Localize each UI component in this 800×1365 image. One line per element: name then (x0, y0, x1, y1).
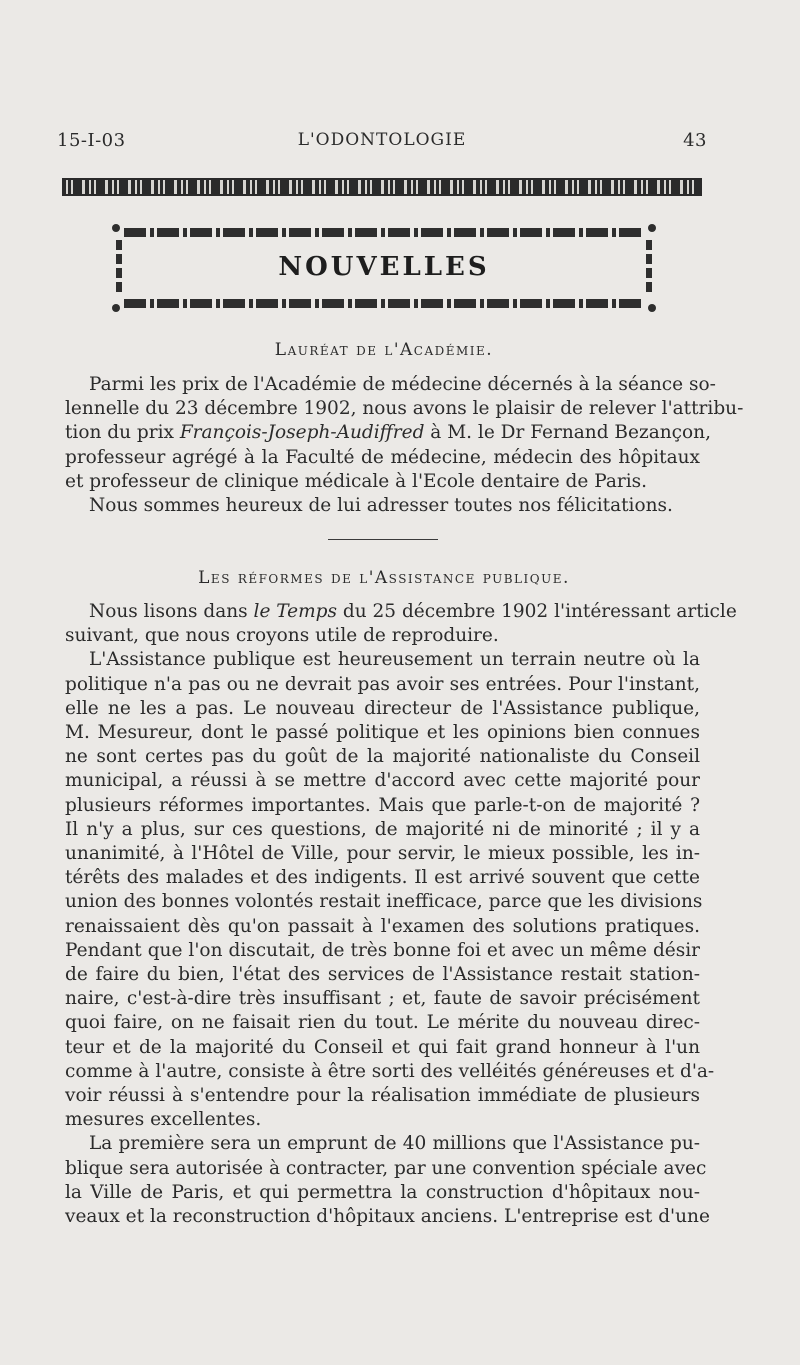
text-line: comme à l'autre, consiste à être sorti des velléités généreuses et d'a- (65, 1060, 715, 1082)
text-line: veaux et la reconstruction d'hôpitaux anciens. L'entreprise est d'une (65, 1206, 710, 1228)
banner-corner-ornament (112, 304, 120, 312)
text-line: tion du prix François-Joseph-Audiffred à M. le Dr Fernand Bezançon, (65, 422, 711, 444)
banner-title: NOUVELLES (278, 252, 490, 282)
text-line: naire, c'est-à-dire très insuffisant ; et, faute de savoir précisément (65, 988, 700, 1010)
text-line: Parmi les prix de l'Académie de médecine décernés à la séance so- (89, 374, 716, 395)
text-line: Nous lisons dans le Temps du 25 décembre 1902 l'intéressant article (89, 601, 737, 622)
text-line: quoi faire, on ne faisait rien du tout. Le mérite du nouveau direc- (65, 1012, 700, 1034)
text-line: municipal, a réussi à se mettre d'accord avec cette majorité pour (65, 770, 700, 792)
text-line: la Ville de Paris, et qui permettra la construction d'hôpitaux nou- (65, 1181, 700, 1203)
text-line: de faire du bien, l'état des services de l'Assistance restait station- (65, 964, 700, 986)
text-line: térêts des malades et des indigents. Il est arrivé souvent que cette (65, 867, 700, 889)
banner-corner-ornament (648, 224, 656, 232)
text-line: voir réussi à s'entendre pour la réalisation immédiate de plusieurs (65, 1085, 700, 1107)
text-line: lennelle du 23 décembre 1902, nous avons le plaisir de relever l'attribu- (65, 398, 744, 420)
text-line: politique n'a pas ou ne devrait pas avoir ses entrées. Pour l'instant, (65, 673, 700, 695)
text-line: unanimité, à l'Hôtel de Ville, pour servir, le mieux possible, les in- (65, 843, 700, 865)
running-head (57, 130, 707, 160)
section-title-reformes: Les réformes de l'Assistance publique. (198, 568, 570, 588)
ornamental-frieze (62, 178, 702, 196)
banner-corner-ornament (112, 224, 120, 232)
section-body-laureat (65, 373, 744, 518)
text-line: mesures excellentes. (65, 1109, 262, 1131)
text-line: Pendant que l'on discutait, de très bonne foi et avec un même désir (65, 939, 700, 961)
text-line: L'Assistance publique est heureusement un terrain neutre où la (89, 649, 700, 671)
text-line: union des bonnes volontés restait inefficace, parce que les divisions (65, 891, 703, 913)
section-divider (328, 539, 438, 540)
text-line: elle ne les a pas. Le nouveau directeur de l'Assistance publique, (65, 697, 700, 719)
section-title-laureat: Lauréat de l'Académie. (274, 340, 494, 360)
text-line: et professeur de clinique médicale à l'Ecole dentaire de Paris. (65, 470, 648, 492)
text-line: professeur agrégé à la Faculté de médecine, médecin des hôpitaux (65, 446, 700, 468)
text-line: M. Mesureur, dont le passé politique et les opinions bien connues (65, 722, 700, 744)
page-number: 43 (683, 130, 707, 151)
section-body-reformes (65, 600, 737, 1229)
journal-title: L'ODONTOLOGIE (297, 130, 467, 150)
banner-bottom-rule (124, 299, 644, 308)
text-line: La première sera un emprunt de 40 millions que l'Assistance pu- (89, 1133, 700, 1155)
banner-corner-ornament (648, 304, 656, 312)
banner-top-rule (124, 228, 644, 237)
issue-date: 15-I-03 (57, 130, 126, 151)
text-line: suivant, que nous croyons utile de reproduire. (65, 625, 499, 647)
text-line: Nous sommes heureux de lui adresser toutes nos félicitations. (89, 495, 673, 517)
text-line: ne sont certes pas du goût de la majorité nationaliste du Conseil (65, 746, 700, 768)
text-line: plusieurs réformes importantes. Mais que parle-t-on de majorité ? (65, 794, 700, 816)
section-banner (112, 222, 656, 314)
text-line: renaissaient dès qu'on passait à l'examen des solutions pratiques. (65, 915, 700, 937)
text-line: blique sera autorisée à contracter, par une convention spéciale avec (65, 1157, 707, 1179)
text-line: teur et de la majorité du Conseil et qui fait grand honneur à l'un (65, 1036, 700, 1058)
text-line: Il n'y a plus, sur ces questions, de majorité ni de minorité ; il y a (65, 818, 700, 840)
